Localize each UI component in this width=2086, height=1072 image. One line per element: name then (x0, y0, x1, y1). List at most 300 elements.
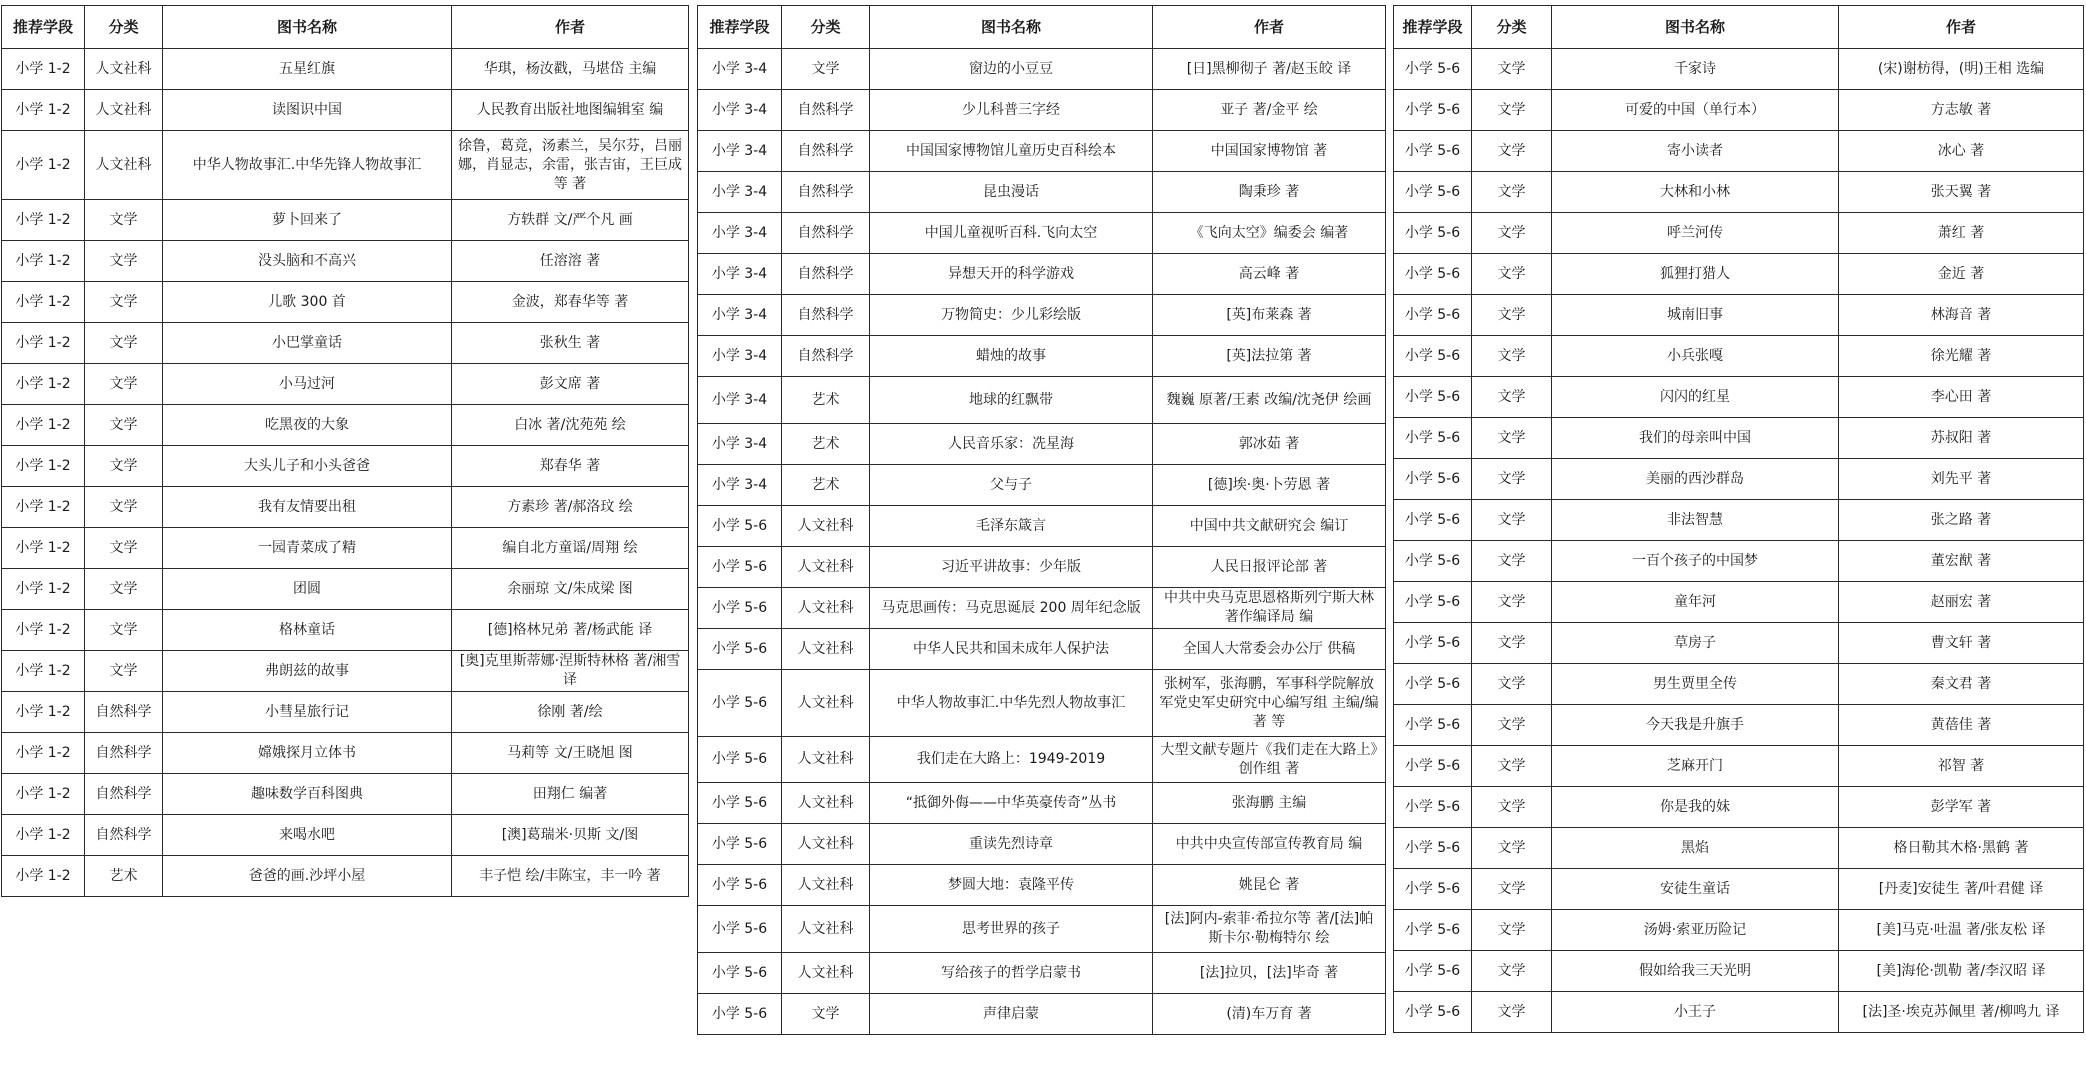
cell-book-title: 昆虫漫话 (870, 172, 1153, 213)
cell-category: 自然科学 (85, 815, 163, 856)
cell-category: 人文社科 (782, 588, 870, 629)
table-row (698, 131, 1386, 172)
cell-grade: 小学 5-6 (1394, 295, 1472, 336)
cell-author: [法]拉贝，[法]毕奇 著 (1153, 953, 1386, 994)
cell-category: 文学 (85, 487, 163, 528)
cell-book-title: 中国儿童视听百科.飞向太空 (870, 213, 1153, 254)
cell-author: [法]阿内-索菲·希拉尔等 著/[法]帕斯卡尔·勒梅特尔 绘 (1153, 906, 1386, 953)
table-header-row (698, 6, 1386, 49)
cell-category: 文学 (1472, 295, 1552, 336)
table-row (1394, 623, 2084, 664)
cell-author: [德]埃·奥·卜劳恩 著 (1153, 465, 1386, 506)
table-row (698, 295, 1386, 336)
cell-book-title: 今天我是升旗手 (1552, 705, 1839, 746)
cell-grade: 小学 1-2 (2, 856, 85, 897)
cell-author: 华琪，杨汝戳，马堪岱 主编 (452, 49, 689, 90)
cell-author: 李心田 著 (1839, 377, 2084, 418)
cell-grade: 小学 1-2 (2, 774, 85, 815)
cell-book-title: 小兵张嘎 (1552, 336, 1839, 377)
cell-grade: 小学 1-2 (2, 446, 85, 487)
cell-grade: 小学 3-4 (698, 49, 782, 90)
header-category: 分类 (1472, 6, 1552, 49)
cell-book-title: 大头儿子和小头爸爸 (163, 446, 452, 487)
cell-author: 黄蓓佳 著 (1839, 705, 2084, 746)
cell-category: 文学 (85, 651, 163, 692)
cell-category: 人文社科 (782, 547, 870, 588)
cell-grade: 小学 5-6 (698, 737, 782, 783)
cell-book-title: 五星红旗 (163, 49, 452, 90)
header-author: 作者 (1153, 6, 1386, 49)
cell-category: 文学 (1472, 90, 1552, 131)
cell-grade: 小学 5-6 (1394, 377, 1472, 418)
table-row (2, 364, 689, 405)
cell-category: 文学 (85, 364, 163, 405)
cell-grade: 小学 5-6 (698, 994, 782, 1035)
cell-author: 董宏猷 著 (1839, 541, 2084, 582)
cell-grade: 小学 5-6 (698, 865, 782, 906)
cell-category: 人文社科 (85, 90, 163, 131)
table-row (1394, 746, 2084, 787)
cell-category: 自然科学 (85, 774, 163, 815)
header-book-title: 图书名称 (870, 6, 1153, 49)
table-row (1394, 992, 2084, 1033)
table-row (1394, 90, 2084, 131)
cell-grade: 小学 5-6 (1394, 664, 1472, 705)
cell-category: 文学 (85, 446, 163, 487)
cell-category: 人文社科 (85, 49, 163, 90)
cell-grade: 小学 5-6 (1394, 336, 1472, 377)
cell-book-title: 父与子 (870, 465, 1153, 506)
cell-category: 文学 (1472, 131, 1552, 172)
cell-grade: 小学 5-6 (1394, 992, 1472, 1033)
cell-author: 大型文献专题片《我们走在大路上》创作组 著 (1153, 737, 1386, 783)
cell-grade: 小学 1-2 (2, 282, 85, 323)
cell-author: [澳]葛瑞米·贝斯 文/图 (452, 815, 689, 856)
cell-author: 刘先平 著 (1839, 459, 2084, 500)
cell-author: 任溶溶 著 (452, 241, 689, 282)
cell-grade: 小学 5-6 (698, 547, 782, 588)
cell-category: 文学 (1472, 459, 1552, 500)
cell-author: 余丽琼 文/朱成梁 图 (452, 569, 689, 610)
cell-grade: 小学 1-2 (2, 733, 85, 774)
cell-grade: 小学 1-2 (2, 200, 85, 241)
table-row (2, 610, 689, 651)
cell-category: 文学 (782, 49, 870, 90)
header-grade: 推荐学段 (2, 6, 85, 49)
table-row (698, 213, 1386, 254)
table-body (1394, 49, 2084, 1033)
cell-grade: 小学 1-2 (2, 90, 85, 131)
cell-grade: 小学 3-4 (698, 90, 782, 131)
table-body (2, 49, 689, 897)
table-row (2, 446, 689, 487)
table-row (698, 824, 1386, 865)
table-row (1394, 951, 2084, 992)
cell-book-title: 人民音乐家：冼星海 (870, 424, 1153, 465)
table-row (2, 569, 689, 610)
table-row (1394, 418, 2084, 459)
cell-book-title: 重读先烈诗章 (870, 824, 1153, 865)
cell-author: 郑春华 著 (452, 446, 689, 487)
cell-author: 彭学军 著 (1839, 787, 2084, 828)
cell-category: 文学 (1472, 664, 1552, 705)
cell-book-title: 马克思画传：马克思诞辰 200 周年纪念版 (870, 588, 1153, 629)
cell-author: 田翔仁 编著 (452, 774, 689, 815)
cell-category: 文学 (1472, 500, 1552, 541)
header-category: 分类 (85, 6, 163, 49)
cell-grade: 小学 5-6 (1394, 705, 1472, 746)
cell-book-title: 思考世界的孩子 (870, 906, 1153, 953)
cell-category: 人文社科 (782, 824, 870, 865)
cell-grade: 小学 5-6 (1394, 254, 1472, 295)
cell-book-title: 千家诗 (1552, 49, 1839, 90)
cell-grade: 小学 1-2 (2, 569, 85, 610)
book-table-grade-5-6 (1393, 5, 2084, 1033)
cell-category: 文学 (1472, 49, 1552, 90)
table-row (698, 424, 1386, 465)
cell-grade: 小学 1-2 (2, 815, 85, 856)
cell-grade: 小学 5-6 (698, 629, 782, 670)
cell-book-title: 我们走在大路上：1949-2019 (870, 737, 1153, 783)
cell-book-title: 小彗星旅行记 (163, 692, 452, 733)
cell-book-title: 习近平讲故事：少年版 (870, 547, 1153, 588)
cell-category: 文学 (85, 323, 163, 364)
cell-book-title: 异想天开的科学游戏 (870, 254, 1153, 295)
cell-book-title: 爸爸的画.沙坪小屋 (163, 856, 452, 897)
table-row (698, 90, 1386, 131)
cell-author: 张天翼 著 (1839, 172, 2084, 213)
cell-author: 赵丽宏 著 (1839, 582, 2084, 623)
cell-author: 张之路 著 (1839, 500, 2084, 541)
cell-category: 文学 (85, 610, 163, 651)
cell-author: 张海鹏 主编 (1153, 783, 1386, 824)
cell-grade: 小学 5-6 (1394, 90, 1472, 131)
cell-book-title: 窗边的小豆豆 (870, 49, 1153, 90)
table-row (2, 200, 689, 241)
cell-author: 亚子 著/金平 绘 (1153, 90, 1386, 131)
table-row (1394, 705, 2084, 746)
cell-book-title: 中华人民共和国未成年人保护法 (870, 629, 1153, 670)
cell-category: 人文社科 (782, 953, 870, 994)
cell-category: 艺术 (782, 377, 870, 424)
cell-book-title: 万物简史：少儿彩绘版 (870, 295, 1153, 336)
header-book-title: 图书名称 (163, 6, 452, 49)
cell-book-title: 可爱的中国（单行本） (1552, 90, 1839, 131)
table-row (698, 629, 1386, 670)
cell-grade: 小学 1-2 (2, 692, 85, 733)
cell-grade: 小学 5-6 (1394, 951, 1472, 992)
cell-category: 艺术 (85, 856, 163, 897)
cell-author: 编自北方童谣/周翔 绘 (452, 528, 689, 569)
cell-category: 自然科学 (782, 213, 870, 254)
cell-grade: 小学 5-6 (1394, 500, 1472, 541)
cell-author: 张秋生 著 (452, 323, 689, 364)
cell-author: 陶秉珍 著 (1153, 172, 1386, 213)
cell-author: 全国人大常委会办公厅 供稿 (1153, 629, 1386, 670)
cell-author: 金波，郑春华等 著 (452, 282, 689, 323)
table-row (698, 336, 1386, 377)
cell-author: 人民日报评论部 著 (1153, 547, 1386, 588)
cell-category: 文学 (1472, 172, 1552, 213)
cell-book-title: 趣味数学百科图典 (163, 774, 452, 815)
cell-category: 文学 (1472, 746, 1552, 787)
cell-category: 人文社科 (782, 670, 870, 737)
cell-author: 中共中央马克思恩格斯列宁斯大林著作编译局 编 (1153, 588, 1386, 629)
cell-book-title: 我们的母亲叫中国 (1552, 418, 1839, 459)
table-row (1394, 172, 2084, 213)
cell-book-title: 蜡烛的故事 (870, 336, 1153, 377)
table-header-row (2, 6, 689, 49)
cell-grade: 小学 1-2 (2, 49, 85, 90)
cell-category: 自然科学 (782, 131, 870, 172)
cell-category: 文学 (1472, 582, 1552, 623)
cell-author: [英]法拉第 著 (1153, 336, 1386, 377)
cell-author: [德]格林兄弟 著/杨武能 译 (452, 610, 689, 651)
cell-book-title: 格林童话 (163, 610, 452, 651)
cell-author: 方轶群 文/严个凡 画 (452, 200, 689, 241)
table-body (698, 49, 1386, 1035)
cell-category: 文学 (1472, 951, 1552, 992)
cell-category: 文学 (1472, 787, 1552, 828)
cell-author: 人民教育出版社地图编辑室 编 (452, 90, 689, 131)
cell-grade: 小学 5-6 (698, 588, 782, 629)
cell-author: 秦文君 著 (1839, 664, 2084, 705)
cell-category: 文学 (1472, 910, 1552, 951)
table-row (1394, 910, 2084, 951)
cell-book-title: 来喝水吧 (163, 815, 452, 856)
cell-category: 文学 (1472, 377, 1552, 418)
header-author: 作者 (452, 6, 689, 49)
cell-category: 人文社科 (782, 783, 870, 824)
cell-author: 中共中央宣传部宣传教育局 编 (1153, 824, 1386, 865)
cell-author: 中国中共文献研究会 编订 (1153, 506, 1386, 547)
cell-author: 萧红 著 (1839, 213, 2084, 254)
cell-author: 冰心 著 (1839, 131, 2084, 172)
cell-grade: 小学 5-6 (1394, 746, 1472, 787)
cell-author: 高云峰 著 (1153, 254, 1386, 295)
cell-category: 文学 (85, 282, 163, 323)
cell-author: 林海音 著 (1839, 295, 2084, 336)
cell-book-title: 少儿科普三字经 (870, 90, 1153, 131)
book-table-grade-3-6 (697, 5, 1386, 1035)
cell-category: 文学 (1472, 992, 1552, 1033)
cell-grade: 小学 5-6 (1394, 541, 1472, 582)
table-row (698, 547, 1386, 588)
cell-book-title: 吃黑夜的大象 (163, 405, 452, 446)
cell-book-title: 地球的红飘带 (870, 377, 1153, 424)
cell-grade: 小学 5-6 (698, 824, 782, 865)
cell-book-title: 我有友情要出租 (163, 487, 452, 528)
cell-author: (清)车万育 著 (1153, 994, 1386, 1035)
cell-author: 曹文轩 著 (1839, 623, 2084, 664)
cell-category: 人文社科 (782, 906, 870, 953)
table-row (2, 487, 689, 528)
cell-category: 文学 (85, 569, 163, 610)
table-row (698, 906, 1386, 953)
cell-book-title: 没头脑和不高兴 (163, 241, 452, 282)
cell-author: 祁智 著 (1839, 746, 2084, 787)
cell-category: 人文社科 (782, 506, 870, 547)
cell-grade: 小学 1-2 (2, 323, 85, 364)
cell-grade: 小学 5-6 (698, 506, 782, 547)
table-row (698, 737, 1386, 783)
cell-grade: 小学 5-6 (698, 906, 782, 953)
cell-category: 文学 (782, 994, 870, 1035)
cell-book-title: 小马过河 (163, 364, 452, 405)
cell-book-title: 一百个孩子的中国梦 (1552, 541, 1839, 582)
header-category: 分类 (782, 6, 870, 49)
table-row (698, 254, 1386, 295)
cell-grade: 小学 3-4 (698, 465, 782, 506)
cell-category: 文学 (1472, 541, 1552, 582)
cell-grade: 小学 5-6 (698, 670, 782, 737)
cell-author: [丹麦]安徒生 著/叶君健 译 (1839, 869, 2084, 910)
cell-book-title: 弗朗兹的故事 (163, 651, 452, 692)
cell-category: 人文社科 (782, 629, 870, 670)
cell-book-title: 中华人物故事汇.中华先烈人物故事汇 (870, 670, 1153, 737)
cell-book-title: 写给孩子的哲学启蒙书 (870, 953, 1153, 994)
cell-grade: 小学 5-6 (1394, 213, 1472, 254)
cell-author: 徐鲁，葛竞，汤素兰，吴尔芬，吕丽娜，肖显志，余雷，张吉宙，王巨成等 著 (452, 131, 689, 200)
cell-author: 苏叔阳 著 (1839, 418, 2084, 459)
cell-book-title: 假如给我三天光明 (1552, 951, 1839, 992)
table-row (2, 131, 689, 200)
cell-category: 文学 (85, 528, 163, 569)
cell-category: 艺术 (782, 465, 870, 506)
cell-category: 文学 (85, 200, 163, 241)
cell-book-title: 毛泽东箴言 (870, 506, 1153, 547)
cell-author: 马莉等 文/王晓旭 图 (452, 733, 689, 774)
cell-book-title: 中华人物故事汇.中华先锋人物故事汇 (163, 131, 452, 200)
table-row (2, 692, 689, 733)
cell-author: 方志敏 著 (1839, 90, 2084, 131)
cell-book-title: 安徒生童话 (1552, 869, 1839, 910)
table-row (2, 323, 689, 364)
cell-grade: 小学 5-6 (698, 953, 782, 994)
cell-category: 文学 (1472, 336, 1552, 377)
table-row (2, 856, 689, 897)
cell-grade: 小学 3-4 (698, 295, 782, 336)
table-row (698, 953, 1386, 994)
cell-grade: 小学 1-2 (2, 487, 85, 528)
table-row (698, 465, 1386, 506)
cell-author: [英]布莱森 著 (1153, 295, 1386, 336)
cell-book-title: 中国国家博物馆儿童历史百科绘本 (870, 131, 1153, 172)
cell-category: 文学 (1472, 418, 1552, 459)
cell-category: 文学 (85, 241, 163, 282)
table-row (2, 815, 689, 856)
table-row (2, 49, 689, 90)
cell-grade: 小学 1-2 (2, 131, 85, 200)
cell-book-title: 团圆 (163, 569, 452, 610)
table-row (1394, 828, 2084, 869)
table-row (2, 733, 689, 774)
cell-grade: 小学 1-2 (2, 405, 85, 446)
table-row (1394, 336, 2084, 377)
cell-grade: 小学 5-6 (1394, 787, 1472, 828)
table-row (698, 783, 1386, 824)
cell-author: 中国国家博物馆 著 (1153, 131, 1386, 172)
cell-author: 徐刚 著/绘 (452, 692, 689, 733)
cell-category: 人文社科 (782, 737, 870, 783)
cell-grade: 小学 5-6 (698, 783, 782, 824)
cell-grade: 小学 3-4 (698, 213, 782, 254)
cell-author: [美]马克·吐温 著/张友松 译 (1839, 910, 2084, 951)
book-table-grade-1-2 (1, 5, 689, 897)
table-row (1394, 541, 2084, 582)
cell-category: 自然科学 (782, 254, 870, 295)
cell-book-title: 大林和小林 (1552, 172, 1839, 213)
cell-book-title: 声律启蒙 (870, 994, 1153, 1035)
table-row (1394, 459, 2084, 500)
table-row (2, 651, 689, 692)
cell-author: 《飞向太空》编委会 编著 (1153, 213, 1386, 254)
cell-grade: 小学 1-2 (2, 241, 85, 282)
cell-book-title: 闪闪的红星 (1552, 377, 1839, 418)
table-row (1394, 49, 2084, 90)
cell-category: 文学 (85, 405, 163, 446)
cell-book-title: 小王子 (1552, 992, 1839, 1033)
cell-book-title: 城南旧事 (1552, 295, 1839, 336)
table-row (1394, 254, 2084, 295)
header-grade: 推荐学段 (1394, 6, 1472, 49)
cell-grade: 小学 1-2 (2, 610, 85, 651)
cell-author: [奥]克里斯蒂娜·涅斯特林格 著/湘雪 译 (452, 651, 689, 692)
cell-grade: 小学 3-4 (698, 254, 782, 295)
table-row (1394, 213, 2084, 254)
cell-author: 白冰 著/沈苑苑 绘 (452, 405, 689, 446)
cell-book-title: 萝卜回来了 (163, 200, 452, 241)
cell-book-title: 一园青菜成了精 (163, 528, 452, 569)
cell-category: 文学 (1472, 705, 1552, 746)
cell-book-title: 狐狸打猎人 (1552, 254, 1839, 295)
cell-category: 自然科学 (782, 90, 870, 131)
table-row (1394, 869, 2084, 910)
cell-grade: 小学 3-4 (698, 336, 782, 377)
table-row (698, 506, 1386, 547)
table-row (1394, 664, 2084, 705)
cell-book-title: 小巴掌童话 (163, 323, 452, 364)
cell-grade: 小学 5-6 (1394, 172, 1472, 213)
cell-book-title: 汤姆·索亚历险记 (1552, 910, 1839, 951)
cell-grade: 小学 1-2 (2, 364, 85, 405)
table-header-row (1394, 6, 2084, 49)
cell-author: 丰子恺 绘/丰陈宝，丰一吟 著 (452, 856, 689, 897)
table-row (2, 405, 689, 446)
cell-book-title: 你是我的妹 (1552, 787, 1839, 828)
cell-book-title: “抵御外侮——中华英豪传奇”丛书 (870, 783, 1153, 824)
cell-grade: 小学 1-2 (2, 651, 85, 692)
cell-book-title: 儿歌 300 首 (163, 282, 452, 323)
table-row (1394, 295, 2084, 336)
cell-category: 艺术 (782, 424, 870, 465)
cell-category: 自然科学 (782, 172, 870, 213)
cell-author: [日]黑柳彻子 著/赵玉皎 译 (1153, 49, 1386, 90)
cell-book-title: 寄小读者 (1552, 131, 1839, 172)
cell-author: 方素珍 著/郝洛玟 绘 (452, 487, 689, 528)
table-row (698, 49, 1386, 90)
cell-category: 文学 (1472, 869, 1552, 910)
table-row (698, 172, 1386, 213)
cell-book-title: 草房子 (1552, 623, 1839, 664)
cell-category: 人文社科 (85, 131, 163, 200)
cell-category: 自然科学 (85, 733, 163, 774)
cell-grade: 小学 5-6 (1394, 418, 1472, 459)
cell-grade: 小学 5-6 (1394, 623, 1472, 664)
header-book-title: 图书名称 (1552, 6, 1839, 49)
table-row (1394, 131, 2084, 172)
cell-author: [美]海伦·凯勒 著/李汉昭 译 (1839, 951, 2084, 992)
